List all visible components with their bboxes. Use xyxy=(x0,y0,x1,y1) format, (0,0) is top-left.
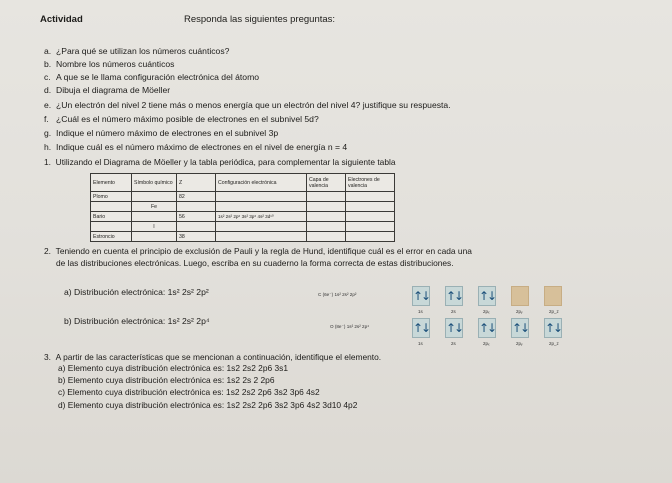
orbital-box-a-2px: ↑↓ xyxy=(478,286,496,306)
orbital-box-b-1s: ↑↓ xyxy=(412,318,430,338)
orbital-label: 1s xyxy=(418,309,423,314)
table-header: Símbolo químico xyxy=(132,174,177,192)
table-cell xyxy=(216,232,307,242)
orbital-label: 2p_z xyxy=(549,341,559,346)
table-cell xyxy=(346,222,395,232)
orbital-label: 2s xyxy=(451,309,456,314)
question-a: a. ¿Para qué se utilizan los números cuánticos? xyxy=(44,46,230,56)
orbital-box-b-2pz: ↑↓ xyxy=(544,318,562,338)
question-f: f. ¿Cuál es el número máximo posible de electrones en el subnivel 5d? xyxy=(44,114,319,124)
table-cell: 1s² 2s² 2p⁶ 3s² 3p⁶ 4s² 3d¹⁰ xyxy=(216,212,307,222)
table-cell xyxy=(177,202,216,212)
orbital-box-b-2px: ↑↓ xyxy=(478,318,496,338)
table-cell: 38 xyxy=(177,232,216,242)
section-3-intro: 3. A partir de las características que se mencionan a continuación, identifique el elemento. xyxy=(44,352,382,362)
table-cell: Estroncio xyxy=(91,232,132,242)
table-cell xyxy=(346,212,395,222)
table-cell: Fe xyxy=(132,202,177,212)
distribution-b: b) Distribución electrónica: 1s² 2s² 2p⁴ xyxy=(64,316,210,326)
table-cell xyxy=(132,212,177,222)
table-cell xyxy=(91,222,132,232)
section-3-item-b: b) Elemento cuya distribución electrónica es: 1s2 2s 2 2p6 xyxy=(58,375,275,385)
table-cell xyxy=(346,202,395,212)
table-cell xyxy=(307,192,346,202)
table-header-row xyxy=(91,174,395,192)
orbital-box-a-1s: ↑↓ xyxy=(412,286,430,306)
question-d: d. Dibuja el diagrama de Möeller xyxy=(44,85,171,95)
section-1: 1. Utilizando el Diagrama de Möeller y la tabla periódica, para complementar la siguiente tabla xyxy=(44,157,396,167)
orbital-label: 1s xyxy=(418,341,423,346)
instructions-heading: Responda las siguientes preguntas: xyxy=(184,14,336,25)
orbital-label: 2pₓ xyxy=(483,341,490,346)
table-cell: I xyxy=(132,222,177,232)
section-3-item-d: d) Elemento cuya distribución electrónica es: 1s2 2s2 2p6 3s2 3p6 4s2 3d10 4p2 xyxy=(58,400,358,410)
orbital-box-a-2pz xyxy=(544,286,562,306)
table-cell xyxy=(132,232,177,242)
table-cell xyxy=(307,212,346,222)
table-row xyxy=(91,212,395,222)
table-row xyxy=(91,232,395,242)
section-2-line-2: de las distribuciones electrónicas. Luego, escriba en su cuaderno la forma correcta de estas distribuciones. xyxy=(56,258,454,268)
table-row xyxy=(91,192,395,202)
table-cell xyxy=(346,192,395,202)
question-h: h. Indique cuál es el número máximo de electrones en el nivel de energía n = 4 xyxy=(44,142,348,152)
table-cell xyxy=(216,222,307,232)
orbital-label: 2pᵧ xyxy=(516,309,523,314)
table-cell xyxy=(132,192,177,202)
table-cell xyxy=(216,192,307,202)
table-header: Capa de valencia xyxy=(307,174,346,192)
section-2-line-1: 2. Teniendo en cuenta el principio de exclusión de Pauli y la regla de Hund, identifique cuál es el error en cada una xyxy=(44,246,472,256)
table-header: Elemento xyxy=(91,174,132,192)
question-b: b. Nombre los números cuánticos xyxy=(44,59,175,69)
orbital-label: 2pᵧ xyxy=(516,341,523,346)
orbital-label: 2p_z xyxy=(549,309,559,314)
table-row xyxy=(91,202,395,212)
table-cell xyxy=(346,232,395,242)
table-cell: Bario xyxy=(91,212,132,222)
diagram-a-config: C (6e⁻) 1s² 2s² 2p² xyxy=(318,292,357,297)
question-c: c. A que se le llama configuración electrónica del átomo xyxy=(44,72,260,82)
table-cell xyxy=(307,222,346,232)
diagram-b-config: O (8e⁻) 1s² 2s² 2p⁴ xyxy=(330,324,370,329)
elements-table xyxy=(90,173,395,242)
orbital-box-a-2py xyxy=(511,286,529,306)
table-cell: 56 xyxy=(177,212,216,222)
table-cell xyxy=(307,232,346,242)
table-header: Electrones de valencia xyxy=(346,174,395,192)
question-e: e. ¿Un electrón del nivel 2 tiene más o menos energía que un electrón del nivel 4? justifique su respuesta. xyxy=(44,100,451,110)
orbital-label: 2pₓ xyxy=(483,309,490,314)
table-cell xyxy=(177,222,216,232)
section-3-item-c: c) Elemento cuya distribución electrónica es: 1s2 2s2 2p6 3s2 3p6 4s2 xyxy=(58,387,320,397)
table-header: Z xyxy=(177,174,216,192)
section-3-item-a: a) Elemento cuya distribución electrónica es: 1s2 2s2 2p6 3s1 xyxy=(58,363,288,373)
table-header: Configuración electrónica xyxy=(216,174,307,192)
table-cell xyxy=(216,202,307,212)
table-cell xyxy=(307,202,346,212)
table-cell: Plomo xyxy=(91,192,132,202)
orbital-box-b-2s: ↑↓ xyxy=(445,318,463,338)
distribution-a: a) Distribución electrónica: 1s² 2s² 2p² xyxy=(64,287,209,297)
question-g: g. Indique el número máximo de electrones en el subnivel 3p xyxy=(44,128,279,138)
table-cell xyxy=(91,202,132,212)
orbital-box-a-2s: ↑↓ xyxy=(445,286,463,306)
orbital-label: 2s xyxy=(451,341,456,346)
orbital-box-b-2py: ↑↓ xyxy=(511,318,529,338)
table-row xyxy=(91,222,395,232)
activity-title: Actividad xyxy=(40,14,83,25)
table-cell: 82 xyxy=(177,192,216,202)
